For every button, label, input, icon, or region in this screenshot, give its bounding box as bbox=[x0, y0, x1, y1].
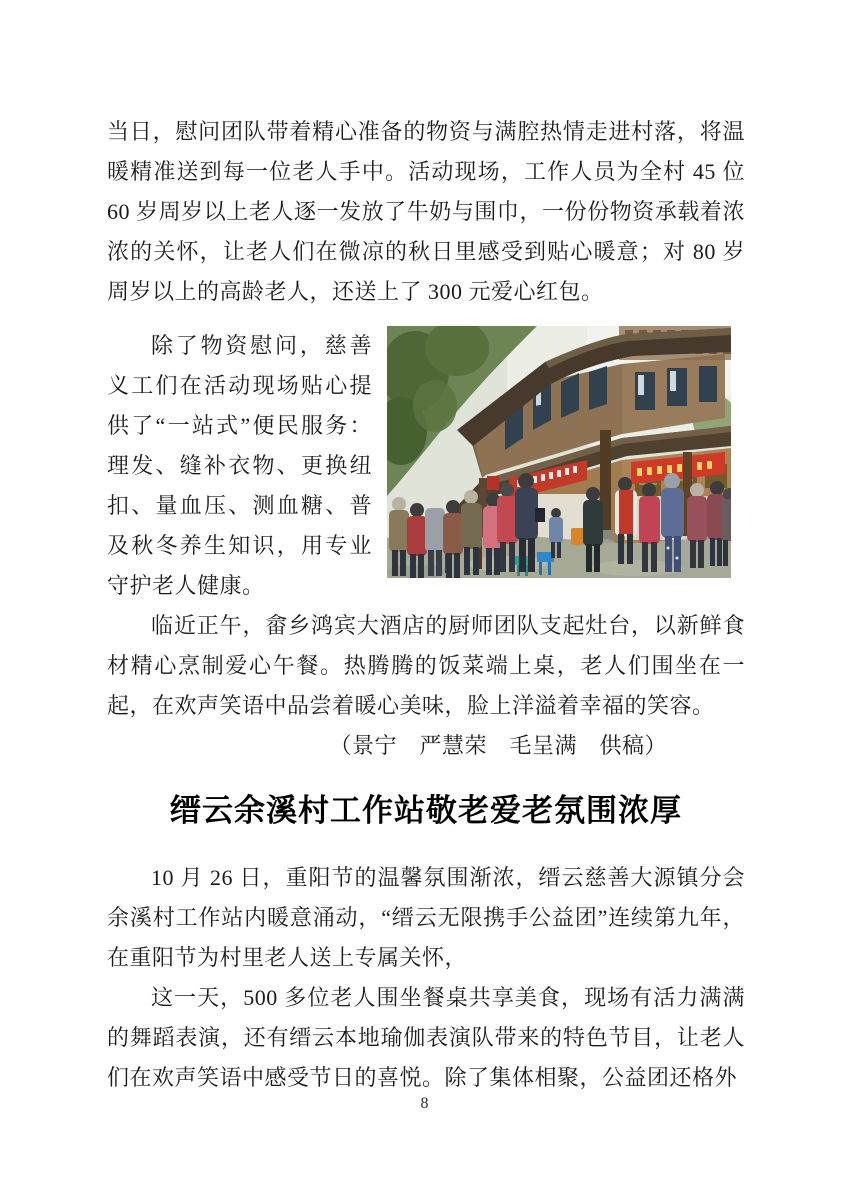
article2-paragraph-1: 10 月 26 日，重阳节的温馨氛围渐浓，缙云慈善大源镇分会余溪村工作站内暖意涌动，“缙云无限携手公益团”连续第九年，在重阳节为村里老人送上专属关怀， bbox=[107, 865, 745, 970]
event-photo bbox=[387, 326, 731, 578]
article1-byline: （景宁 严慧荣 毛呈满 供稿） bbox=[329, 733, 667, 758]
article2-paragraph-2: 这一天，500 多位老人围坐餐桌共享美食，现场有活力满满的舞蹈表演，还有缙云本地瑜伽表演队带来的特色节目，让老人们在欢声笑语中感受节日的喜悦。除了集体相聚，公益团还格外 bbox=[107, 985, 745, 1090]
article1-paragraph-1: 当日，慰问团队带着精心准备的物资与满腔热情走进村落，将温暖精准送到每一位老人手中。活动现场，工作人员为全村 45 位 60 岁周岁以上老人逐一发放了牛奶与围巾，一份份物资承载着浓浓的关怀，让老人们在微凉的秋日里感受到贴心暖意；对 80 岁周岁以上的高龄老人，还送上了 300 元爱心红包。 bbox=[107, 119, 745, 304]
article2-heading: 缙云余溪村工作站敬老爱老氛围浓厚 bbox=[170, 793, 682, 828]
page-content bbox=[107, 112, 745, 1098]
article1-photo-block bbox=[107, 326, 745, 606]
article1-paragraph-3: 临近正午，畲乡鸿宾大酒店的厨师团队支起灶台，以新鲜食材精心烹制爱心午餐。热腾腾的饭菜端上桌，老人们围坐在一起，在欢声笑语中品尝着暖心美味，脸上洋溢着幸福的笑容。 bbox=[107, 613, 745, 718]
page-number: 8 bbox=[420, 1095, 429, 1112]
article1-paragraph-2: 除了物资慰问，慈善义工们在活动现场贴心提供了“一站式”便民服务：理发、缝补衣物、更换纽扣、量血压、测血糖、普及秋冬养生知识，用专业守护老人健康。 bbox=[107, 333, 372, 598]
